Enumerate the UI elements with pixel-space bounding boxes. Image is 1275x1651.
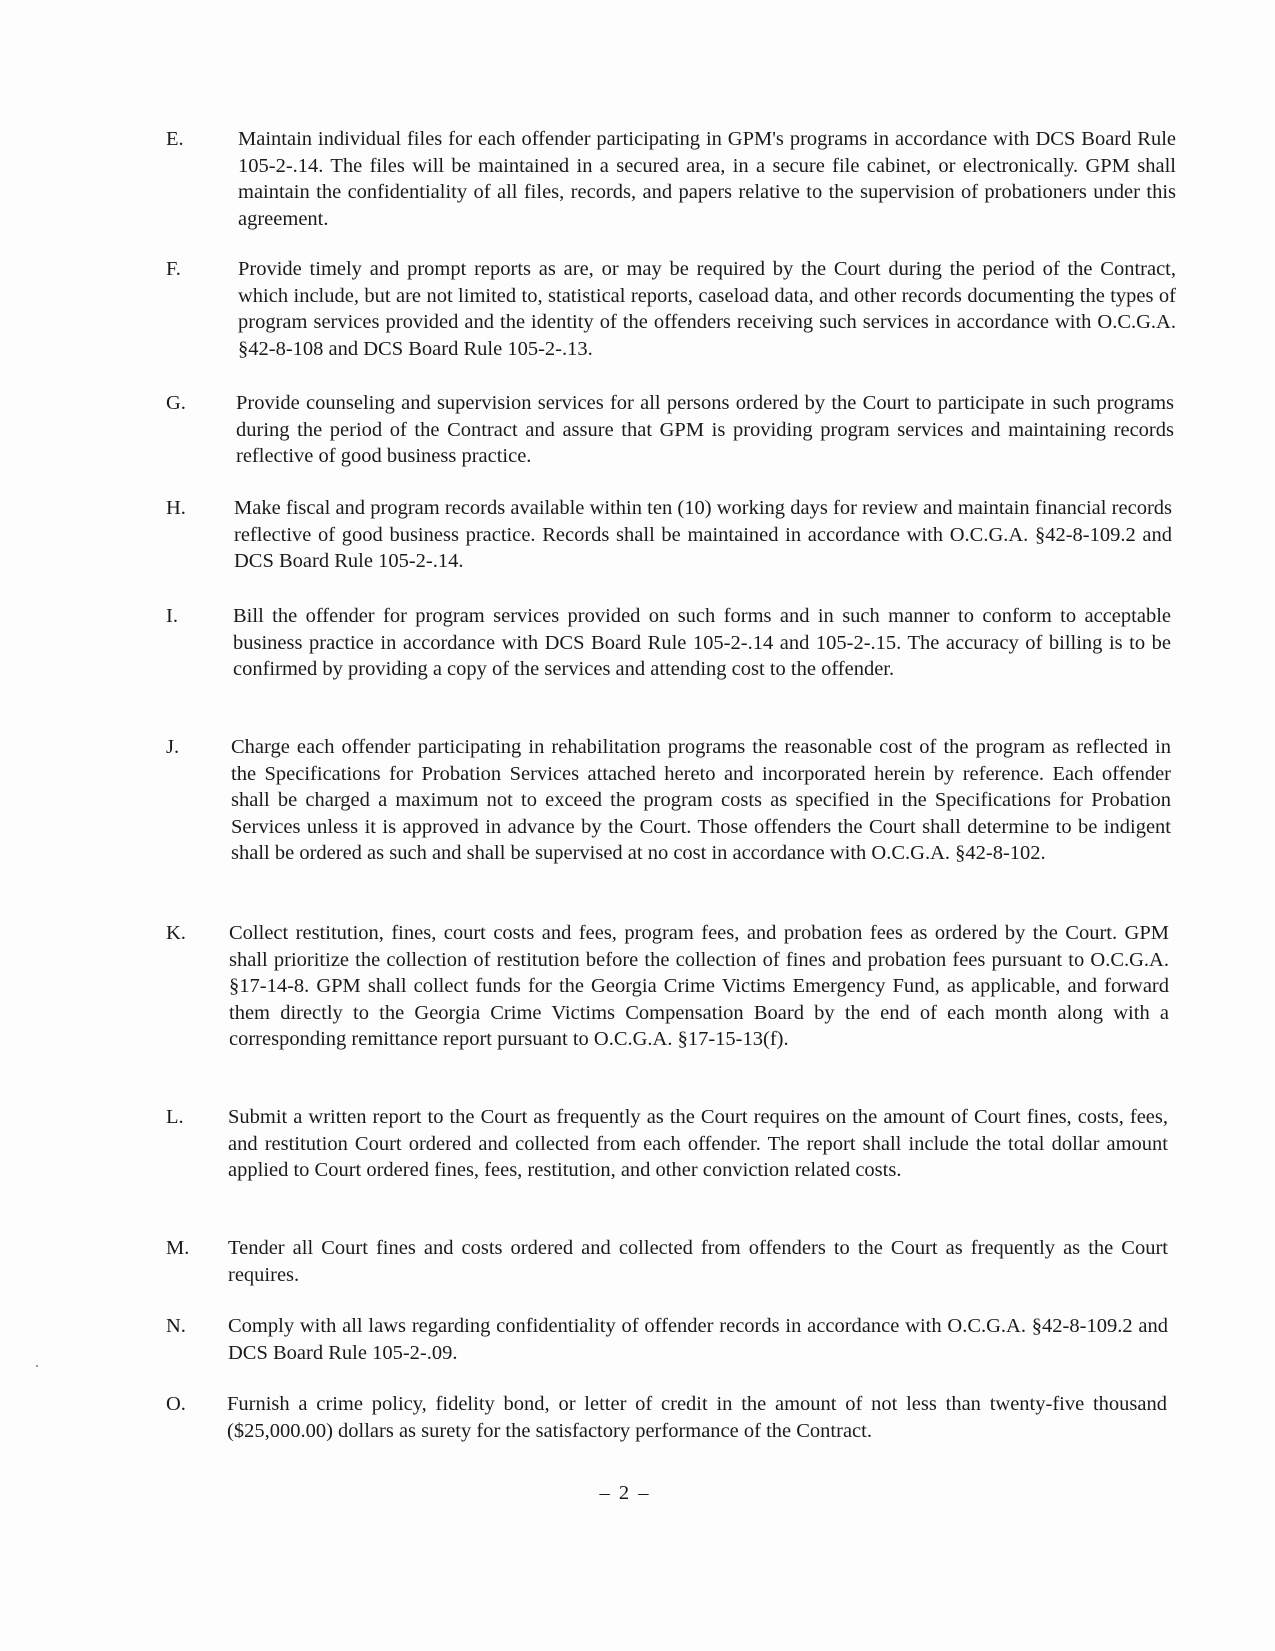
item-letter: L. <box>166 1106 184 1128</box>
item-letter: M. <box>166 1237 190 1259</box>
item-letter: O. <box>166 1393 186 1415</box>
item-letter: J. <box>166 736 180 758</box>
item-letter: G. <box>166 392 186 414</box>
item-letter: F. <box>166 258 181 280</box>
page-number: – 2 – <box>599 1482 651 1504</box>
item-letter: N. <box>166 1315 186 1337</box>
scan-speck <box>36 1365 38 1367</box>
item-text: Submit a written report to the Court as frequently as the Court requires on the amount of Court fines, costs, fees, and restitution Court ordered and collected from each offender. The report shall include the total dollar amount applied to Court ordered fines, fees, restitution, and other conviction related costs. <box>228 1106 1168 1181</box>
item-text: Furnish a crime policy, fidelity bond, or letter of credit in the amount of not less than twenty-five thousand ($25,000.00) dollars as surety for the satisfactory performance of the Contract. <box>227 1393 1167 1442</box>
item-letter: I. <box>166 605 178 627</box>
item-text: Bill the offender for program services provided on such forms and in such manner to conform to acceptable business practice in accordance with DCS Board Rule 105-2-.14 and 105-2-.15. The accuracy of billing is to be confirmed by providing a copy of the services and attending cost to the offender. <box>233 605 1171 680</box>
item-text: Comply with all laws regarding confidentiality of offender records in accordance with O.C.G.A. §42-8-109.2 and DCS Board Rule 105-2-.09. <box>228 1315 1168 1364</box>
item-text: Provide timely and prompt reports as are, or may be required by the Court during the period of the Contract, which include, but are not limited to, statistical reports, caseload data, and other records documenting the types of program services provided and the identity of the offenders receiving such services in accordance with O.C.G.A. §42-8-108 and DCS Board Rule 105-2-.13. <box>238 258 1176 360</box>
item-text: Charge each offender participating in rehabilitation programs the reasonable cost of the program as reflected in the Specifications for Probation Services attached hereto and incorporated herein by reference. Each offender shall be charged a maximum not to exceed the program costs as specified in the Specifications for Probation Services unless it is approved in advance by the Court. Those offenders the Court shall determine to be indigent shall be ordered as such and shall be supervised at no cost in accordance with O.C.G.A. §42-8-102. <box>231 736 1171 864</box>
item-letter: K. <box>166 922 186 944</box>
item-text: Make fiscal and program records available within ten (10) working days for review and maintain financial records reflective of good business practice. Records shall be maintained in accordance with O.C.G.A. §42-8-109.2 and DCS Board Rule 105-2-.14. <box>234 497 1172 572</box>
item-text: Collect restitution, fines, court costs and fees, program fees, and probation fees as ordered by the Court. GPM shall prioritize the collection of restitution before the collection of fines and probation fees pursuant to O.C.G.A. §17-14-8. GPM shall collect funds for the Georgia Crime Victims Emergency Fund, as applicable, and forward them directly to the Georgia Crime Victims Compensation Board by the end of each month along with a corresponding remittance report pursuant to O.C.G.A. §17-15-13(f). <box>229 922 1169 1050</box>
item-text: Tender all Court fines and costs ordered and collected from offenders to the Court as frequently as the Court requires. <box>228 1237 1168 1286</box>
item-letter: H. <box>166 497 186 519</box>
item-text: Provide counseling and supervision services for all persons ordered by the Court to participate in such programs during the period of the Contract and assure that GPM is providing program services and maintaining records reflective of good business practice. <box>236 392 1174 467</box>
item-text: Maintain individual files for each offender participating in GPM's programs in accordance with DCS Board Rule 105-2-.14. The files will be maintained in a secured area, in a secure file cabinet, or electronically. GPM shall maintain the confidentiality of all files, records, and papers relative to the supervision of probationers under this agreement. <box>238 128 1176 230</box>
item-letter: E. <box>166 128 184 150</box>
